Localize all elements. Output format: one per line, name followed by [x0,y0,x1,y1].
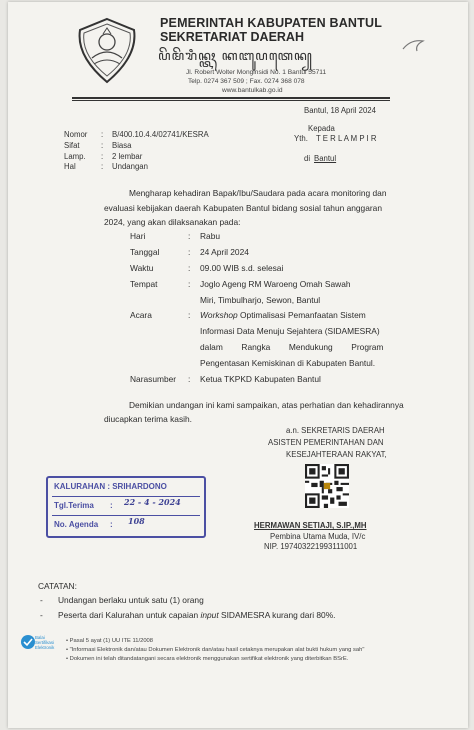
letterhead-address: Jl. Robert Wolter Monginsidi No. 1 Bantul 55711 [186,69,327,76]
signature-title2: KESEJAHTERAAN RAKYAT, [286,450,387,459]
qr-code-icon [305,464,349,508]
stamp-kalurahan: KALURAHAN : SRIHARDONO [54,482,167,491]
letterhead-line1: PEMERINTAH KABUPATEN BANTUL [160,16,383,30]
catatan-title: CATATAN: [38,581,77,591]
footer-line3: • Dokumen ini telah ditandatangani secara elektronik menggunakan sertifikat elektronik yang diterbitkan BSrE. [66,656,349,662]
detail-value-hari: Rabu [200,231,221,241]
paper-mark-icon [401,37,427,53]
letterhead-web: www.bantulkab.go.id [222,87,283,94]
detail-label-waktu: Waktu [130,263,154,273]
detail-value-acara-line1: Workshop Optimalisasi Pemanfaatan Sistem [200,310,366,320]
meta-label-lamp: Lamp. [64,152,86,161]
closing-line1: Demikian undangan ini kami sampaikan, atas perhatian dan kehadirannya [129,400,404,410]
bsre-logo-icon [20,634,36,650]
bsre-logo-text: Balai Sertifikasi Elektronik [35,635,55,650]
letterhead-line2: SEKRETARIAT DAERAH [160,30,304,44]
catatan-item2: Peserta dari Kalurahan untuk capaian input SIDAMESRA kurang dari 80%. [58,610,336,620]
detail-label-tanggal: Tanggal [130,247,160,257]
intro-line1: Mengharap kehadiran Bapak/Ibu/Saudara pada acara monitoring dan [129,188,387,198]
meta-value-nomor: B/400.10.4.4/02741/KESRA [112,130,209,139]
recipient-di: di [304,154,311,163]
letterhead-rule-thin [72,100,390,101]
recipient-name: T E R L A M P I R [316,134,377,143]
footer-line2: • "Informasi Elektronik dan/atau Dokumen Elektronik dan/atau hasil cetaknya merupakan alat bukti hukum yang sah" [66,647,365,653]
letter-page: PEMERINTAH KABUPATEN BANTUL SEKRETARIAT DAERAH ꦥꦼꦩꦼꦫꦶꦤ꧀ꦠꦃ ꦏꦧꦸꦥꦠꦺꦤ꧀ Jl. Robert Wolter Monginsidi No. 1 Bantul 55711 Telp. 0274 367 509 ; Fax. 0274 368 078 www.bantulkab.go.id Bantul, 18 April 2024 Kepada Yth. T E R L A M P I R di Bantul Nomor : B/400.10.4.4/02741/KESRA Sifat : Biasa Lamp. : 2 lembar Hal : Undangan Mengharap kehadiran Bapak/Ibu/Saudara pada acara monitoring dan evaluasi kebijakan daerah Kabupaten Bantul bidang sosial tahun anggaran 2024, yang akan dilaksanakan pada: Hari : Rabu Tanggal : 24 April 2024 Waktu : 09.00 WIB s.d. selesai Tempat : Joglo Ageng RM Waroeng Omah Sawah Miri, Timbulharjo, Sewon, Bantul Acara : Workshop Optimalisasi Pemanfaatan Sistem Informasi Data Menuju Sejahtera (SIDAMESRA) dalam Rangka Mendukung Program Pengentasan Kemiskinan di Kabupaten Bantul. Narasumber : Ketua TKPKD Kabupaten Bantul Demikian undangan ini kami sampaikan, atas perhatian dan kehadirannya diucapkan terima kasih. a.n. SEKRETARIS DAERAH ASISTEN PEMERINTAHAN DAN KESEJAHTERAAN RAKYAT, HERMAWAN SETIAJI, S.IP.,MH Pembina Utama Muda, IV/c NIP. 197403221993111001 KALURAHAN : SRIHARDONO Tgl.Terima : 22 - 4 - 2024 No. Agenda : 108 CATATAN: - Undangan berlaku untuk satu (1) orang - Peserta dari Kalurahan untuk capaian input SIDAMESRA kurang dari 80%. Balai Sertifikasi Elektronik • Pasal 5 ayat (1) UU ITE 11/2008 • "Informasi Elektronik dan/atau Dokumen Elektronik dan/atau hasil cetaknya merupakan alat bukti hukum yang sah" • Dokumen ini telah ditandatangani secara elektronik menggunakan sertifikat elektronik yang diterbitkan BSrE. [8,2,468,728]
meta-label-hal: Hal [64,162,76,171]
recipient-yth: Yth. [294,134,308,143]
detail-value-narasumber: Ketua TKPKD Kabupaten Bantul [200,374,321,384]
closing-line2: diucapkan terima kasih. [104,414,192,424]
detail-label-hari: Hari [130,231,146,241]
stamp-agenda-label: No. Agenda [54,520,99,529]
detail-label-tempat: Tempat [130,279,158,289]
detail-value-tempat-line2: Miri, Timbulharjo, Sewon, Bantul [200,295,321,305]
stamp-tgl-value: 22 - 4 - 2024 [124,497,181,507]
meta-label-nomor: Nomor [64,130,88,139]
recipient-place: Bantul [314,154,337,163]
signature-title1: ASISTEN PEMERINTAHAN DAN [268,438,384,447]
intro-line2: evaluasi kebijakan daerah Kabupaten Bantul bidang sosial tahun anggaran [104,203,382,213]
letterhead-javanese: ꦥꦼꦩꦼꦫꦶꦤ꧀ꦠꦃ ꦏꦧꦸꦥꦠꦺꦤ꧀ [158,49,313,64]
signature-an: a.n. SEKRETARIS DAERAH [286,426,385,435]
signature-rank: Pembina Utama Muda, IV/c [270,532,366,541]
catatan-item1: Undangan berlaku untuk satu (1) orang [58,595,204,605]
detail-label-acara: Acara [130,310,152,320]
kalurahan-receipt-stamp: KALURAHAN : SRIHARDONO Tgl.Terima : 22 - 4 - 2024 No. Agenda : 108 [46,476,206,538]
letterhead-rule [72,97,390,99]
footer-line1: • Pasal 5 ayat (1) UU ITE 11/2008 [66,638,153,644]
recipient-kepada: Kepada [308,124,335,133]
meta-value-sifat: Biasa [112,141,132,150]
intro-line3: 2024, yang akan dilaksanakan pada: [104,217,241,227]
stamp-tgl-label: Tgl.Terima [54,501,94,510]
meta-label-sifat: Sifat [64,141,80,150]
detail-value-tempat-line1: Joglo Ageng RM Waroeng Omah Sawah [200,279,351,289]
detail-label-narasumber: Narasumber [130,374,177,384]
meta-value-hal: Undangan [112,162,148,171]
letterhead-phone: Telp. 0274 367 509 ; Fax. 0274 368 078 [188,78,305,85]
bantul-emblem-icon [70,16,144,86]
signature-name: HERMAWAN SETIAJI, S.IP.,MH [254,521,367,530]
signature-nip: NIP. 197403221993111001 [264,542,358,551]
detail-value-waktu: 09.00 WIB s.d. selesai [200,263,284,273]
letter-date: Bantul, 18 April 2024 [304,106,376,115]
detail-value-acara-line2: Informasi Data Menuju Sejahtera (SIDAMESRA) [200,326,380,336]
meta-value-lamp: 2 lembar [112,152,143,161]
detail-value-tanggal: 24 April 2024 [200,247,249,257]
detail-value-acara-line4: Pengentasan Kemiskinan di Kabupaten Bantul. [200,358,376,368]
stamp-agenda-value: 108 [128,516,145,526]
detail-value-acara-line3: dalam Rangka Mendukung Program [200,342,384,352]
